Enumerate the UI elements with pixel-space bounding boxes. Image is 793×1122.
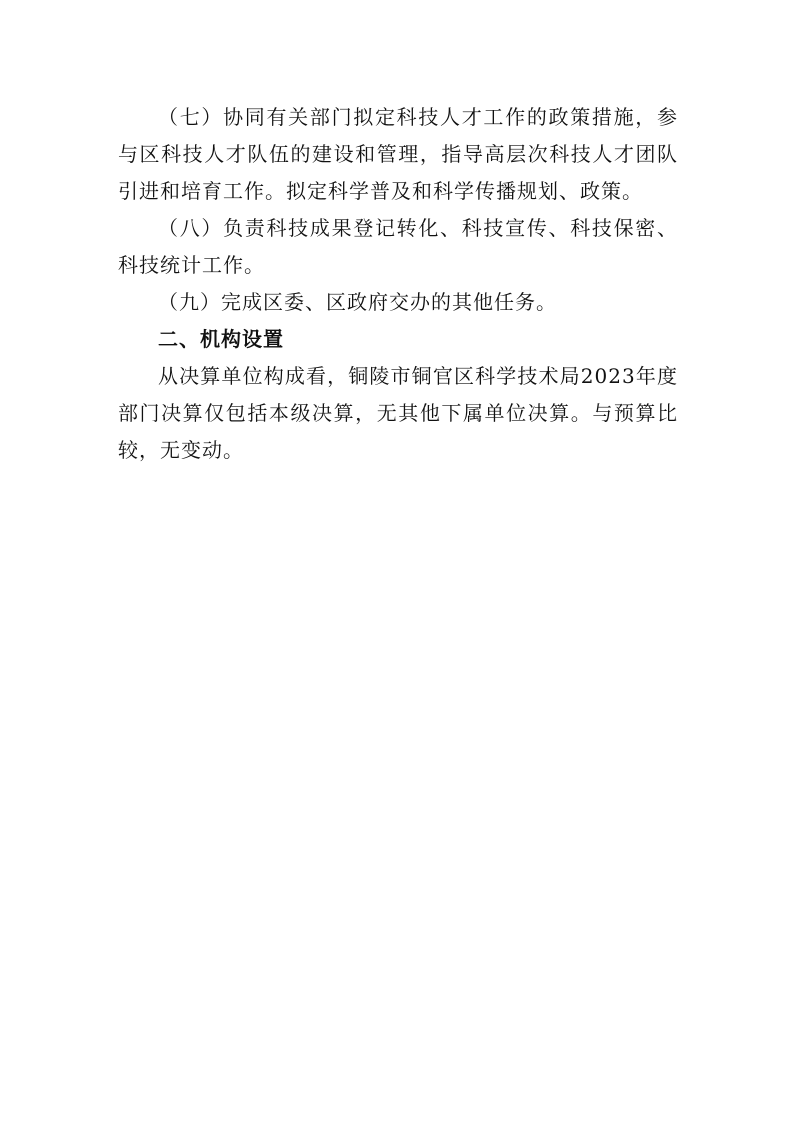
- section-heading-organization: 二、机构设置: [158, 327, 284, 351]
- paragraph-item-8: （八）负责科技成果登记转化、科技宣传、科技保密、科技统计工作。: [118, 216, 678, 277]
- paragraph-item-7: （七）协同有关部门拟定科技人才工作的政策措施，参与区科技人才队伍的建设和管理，指导高层次科技人才团队引进和培育工作。拟定科学普及和科学传播规划、政策。: [118, 105, 678, 203]
- document-body: [118, 99, 678, 469]
- section-body-organization: 从决算单位构成看，铜陵市铜官区科学技术局2023年度部门决算仅包括本级决算，无其他下属单位决算。与预算比较，无变动。: [118, 364, 678, 462]
- paragraph-item-9: （九）完成区委、区政府交办的其他任务。: [158, 290, 557, 314]
